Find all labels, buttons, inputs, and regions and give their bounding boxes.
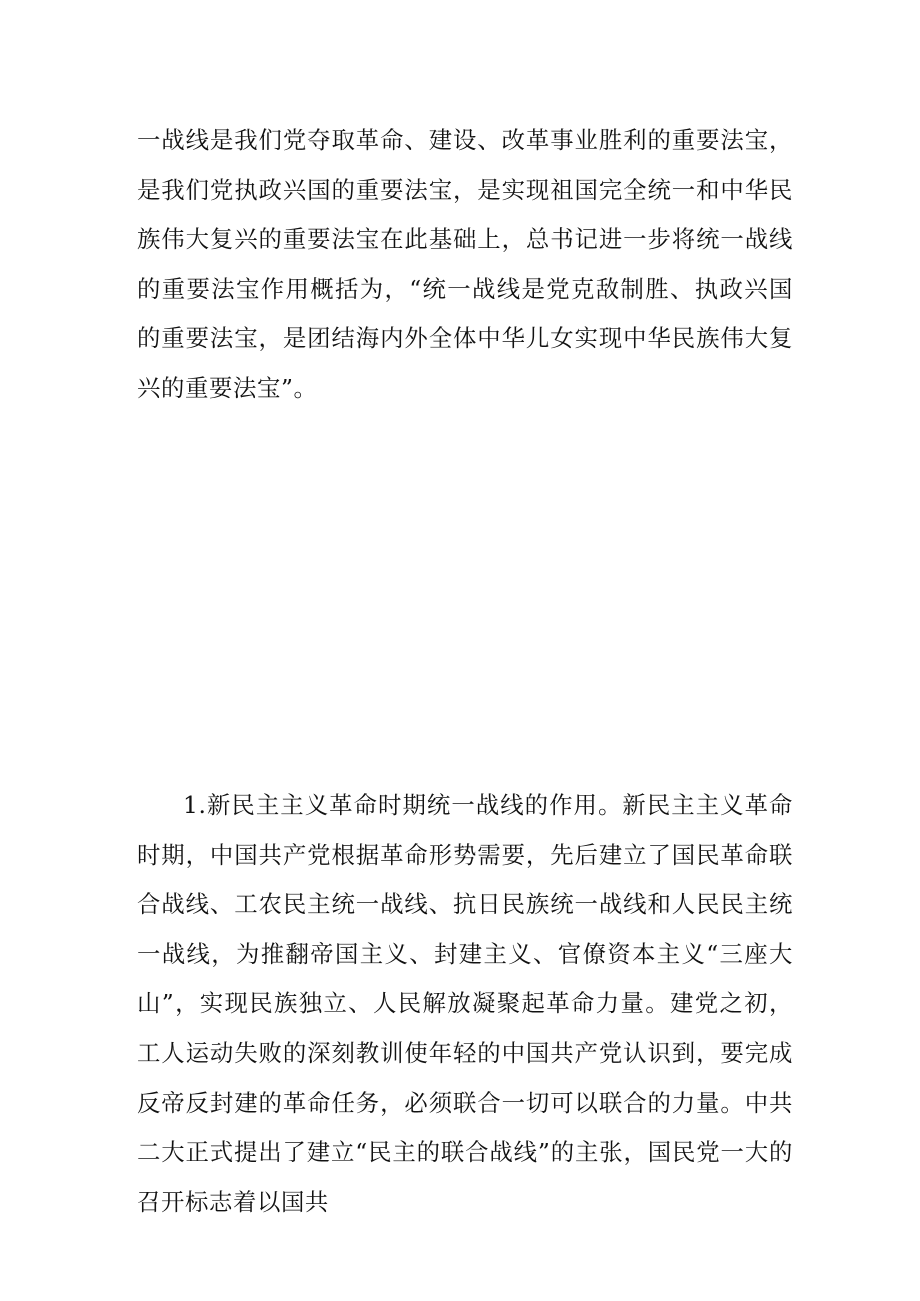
paragraph-united-front-magic-weapon: 一战线是我们党夺取革命、建设、改革事业胜利的重要法宝，是我们党执政兴国的重要法宝，是实现祖国完全统一和中华民族伟大复兴的重要法宝在此基础上，总书记进一步将统一战线的重要法宝作用概括为，“统一战线是党克敌制胜、执政兴国的重要法宝，是团结海内外全体中华儿女实现中华民族伟大复兴的重要法宝”。 [137, 126, 793, 402]
paragraph-new-democratic-revolution: 1.新民主主义革命时期统一战线的作用。新民主主义革命时期，中国共产党根据革命形势需要，先后建立了国民革命联合战线、工农民主统一战线、抗日民族统一战线和人民民主统一战线，为推翻帝国主义、封建主义、官僚资本主义“三座大山”，实现民族独立、人民解放凝聚起革命力量。建党之初，工人运动失败的深刻教训使年轻的中国共产党认识到，要完成反帝反封建的革命任务，必须联合一切可以联合的力量。中共二大正式提出了建立“民主的联合战线”的主张，国民党一大的召开标志着以国共 [137, 791, 793, 1216]
